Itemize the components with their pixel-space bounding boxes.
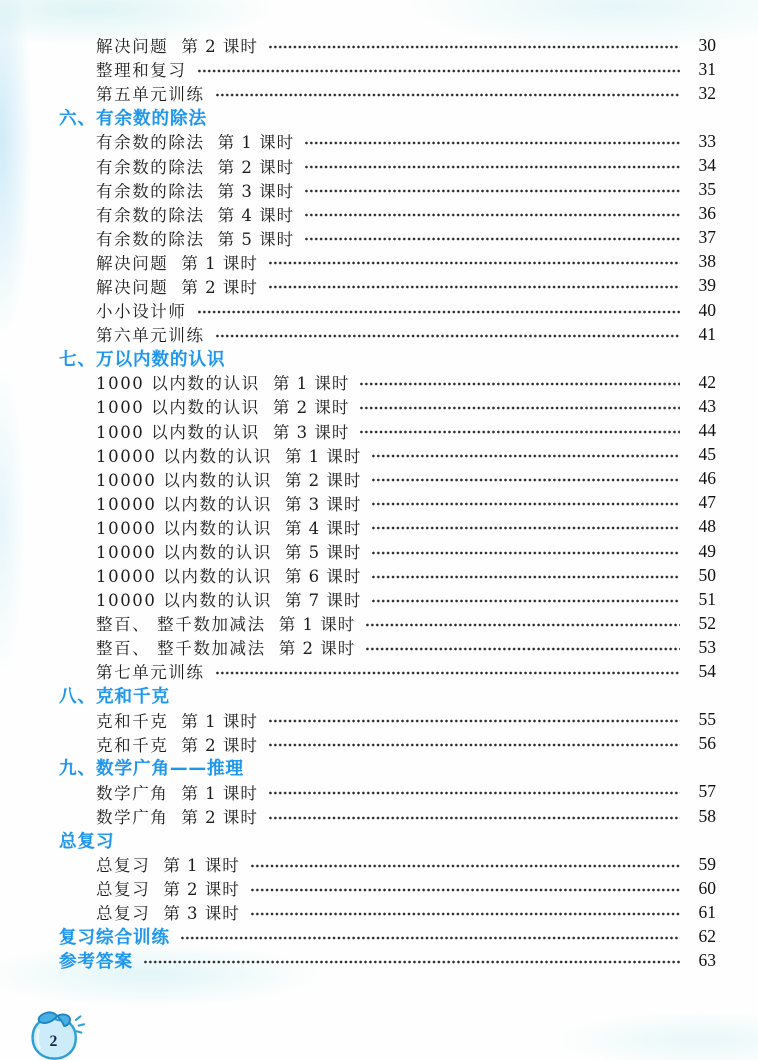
toc-row [0,515,758,539]
toc-session-label: 第 2 课时 [163,880,240,900]
toc-title: 小小设计师 [96,302,187,322]
toc-title: 解决问题 [96,253,169,273]
toc-session-label: 第 1 课时 [181,783,258,803]
dot-leader [268,718,680,724]
toc-session-label: 第 4 课时 [284,518,362,538]
toc-session-label: 第 2 课时 [278,639,356,659]
toc-session-label: 第 1 课时 [284,446,362,466]
toc-page-number: 51 [698,588,716,609]
toc-row [0,226,758,250]
dot-leader [250,911,680,917]
toc-session-label: 第 3 课时 [217,181,295,201]
toc-page-number: 52 [698,612,716,633]
toc-title: 10000 以内数的认识 [96,494,272,514]
dot-leader [197,68,681,74]
toc-session-label: 第 1 课时 [278,615,356,635]
table-of-contents [0,33,758,973]
toc-session-label: 第 1 课时 [163,856,240,876]
toc-title: 第五单元训练 [96,85,205,105]
toc-page-number: 43 [698,395,716,416]
toc-session-label: 第 1 课时 [181,253,258,273]
dot-leader [215,333,680,339]
toc-title: 10000 以内数的认识 [96,567,272,587]
toc-title: 有余数的除法 [96,133,205,153]
toc-row [0,250,758,274]
toc-session-label: 第 2 课时 [181,277,258,297]
toc-title: 解决问题 [96,277,169,297]
toc-page-number: 39 [698,275,716,296]
toc-row [0,467,758,491]
toc-row [0,587,758,611]
sparkle-icon [76,1016,84,1032]
toc-session-label: 第 2 课时 [272,398,350,418]
dot-leader [371,477,680,483]
dot-leader [371,525,680,531]
toc-session-label: 第 1 课时 [217,133,295,153]
dot-leader [268,44,680,50]
toc-row [0,57,758,81]
toc-page-number: 62 [698,926,716,947]
dot-leader [268,284,680,290]
toc-section-heading [0,828,758,852]
toc-row [0,563,758,587]
toc-session-label: 第 3 课时 [284,494,362,514]
page-number-label: 2 [49,1033,58,1051]
toc-row [0,322,758,346]
dot-leader [365,622,680,628]
toc-session-label: 第 2 课时 [181,37,258,57]
toc-row [0,780,758,804]
toc-session-label: 第 3 课时 [163,904,240,924]
toc-page-number: 45 [698,444,716,465]
toc-section-heading [0,105,758,129]
toc-row [0,876,758,900]
toc-page-number: 49 [698,540,716,561]
toc-title: 克和千克 [96,735,169,755]
dot-leader [143,959,680,965]
dot-leader [304,164,680,170]
toc-row [0,708,758,732]
toc-title: 10000 以内数的认识 [96,470,272,490]
toc-row [0,394,758,418]
toc-title: 总复习 [96,880,151,900]
toc-page-number: 34 [698,155,716,176]
toc-page-number: 53 [698,636,716,657]
toc-section-heading [0,756,758,780]
toc-session-label: 第 2 课时 [217,157,295,177]
dot-leader [359,381,680,387]
dot-leader [250,863,680,869]
toc-page-number: 63 [698,950,716,971]
toc-title: 1000 以内数的认识 [96,422,260,442]
dot-leader [371,550,680,556]
toc-session-label: 第 2 课时 [181,808,258,828]
toc-row [0,178,758,202]
toc-row [0,635,758,659]
toc-session-label: 第 5 课时 [217,229,295,249]
toc-row [0,491,758,515]
toc-row [0,900,758,924]
toc-page-number: 56 [698,733,716,754]
toc-row [0,924,758,948]
dot-leader [250,887,680,893]
toc-title: 八、克和千克 [59,687,170,708]
apple-page-badge-icon [26,1008,94,1060]
toc-page-number: 41 [698,323,716,344]
toc-row [0,298,758,322]
apple-page-badge [26,1008,94,1060]
toc-title: 有余数的除法 [96,205,205,225]
dot-leader [268,815,680,821]
dot-leader [365,646,680,652]
toc-page-number: 33 [698,130,716,151]
dot-leader [268,260,680,266]
toc-page-number: 61 [698,901,716,922]
toc-title: 有余数的除法 [96,229,205,249]
toc-row [0,370,758,394]
toc-session-label: 第 6 课时 [284,567,362,587]
toc-title: 数学广角 [96,783,169,803]
toc-row [0,611,758,635]
toc-row [0,33,758,57]
toc-title: 总复习 [96,904,151,924]
dot-leader [215,92,680,98]
toc-row [0,852,758,876]
toc-title: 九、数学广角——推理 [59,759,244,780]
toc-page-number: 35 [698,179,716,200]
toc-page-number: 57 [698,781,716,802]
toc-session-label: 第 7 课时 [284,591,362,611]
toc-title: 有余数的除法 [96,181,205,201]
toc-row [0,274,758,298]
dot-leader [268,790,680,796]
toc-session-label: 第 3 课时 [272,422,350,442]
toc-title: 整百、 整千数加减法 [96,615,266,635]
toc-row [0,419,758,443]
dot-leader [359,405,680,411]
toc-page-number: 46 [698,468,716,489]
toc-title: 复习综合训练 [59,928,170,949]
toc-session-label: 第 1 课时 [272,374,350,394]
dot-leader [304,188,680,194]
toc-title: 1000 以内数的认识 [96,398,260,418]
dot-leader [304,212,680,218]
toc-title: 10000 以内数的认识 [96,591,272,611]
toc-page-number: 50 [698,564,716,585]
dot-leader [371,453,680,459]
toc-session-label: 第 5 课时 [284,543,362,563]
toc-page-number: 55 [698,709,716,730]
toc-title: 10000 以内数的认识 [96,543,272,563]
toc-title: 整百、 整千数加减法 [96,639,266,659]
toc-page-number: 38 [698,251,716,272]
toc-row [0,732,758,756]
toc-title: 1000 以内数的认识 [96,374,260,394]
toc-page-number: 48 [698,516,716,537]
toc-row [0,804,758,828]
toc-title: 六、有余数的除法 [59,108,207,129]
dot-leader [215,670,680,676]
toc-page-number: 58 [698,805,716,826]
toc-row [0,202,758,226]
toc-page-number: 40 [698,299,716,320]
toc-title: 总复习 [96,856,151,876]
toc-page-number: 32 [698,82,716,103]
toc-title: 第六单元训练 [96,326,205,346]
dot-leader [371,598,680,604]
toc-session-label: 第 1 课时 [181,711,258,731]
toc-title: 10000 以内数的认识 [96,446,272,466]
toc-page-number: 31 [698,58,716,79]
toc-title: 数学广角 [96,808,169,828]
toc-section-heading [0,684,758,708]
toc-title: 10000 以内数的认识 [96,518,272,538]
toc-session-label: 第 4 课时 [217,205,295,225]
toc-row [0,129,758,153]
toc-row [0,539,758,563]
toc-session-label: 第 2 课时 [181,735,258,755]
dot-leader [197,309,681,315]
toc-page-number: 60 [698,877,716,898]
toc-title: 克和千克 [96,711,169,731]
toc-page-number: 37 [698,227,716,248]
dot-leader [371,574,680,580]
toc-page-number: 36 [698,203,716,224]
toc-title: 总复习 [59,831,115,852]
dot-leader [371,501,680,507]
toc-row [0,153,758,177]
toc-title: 参考答案 [59,952,133,973]
dot-leader [304,236,680,242]
toc-row [0,659,758,683]
dot-leader [304,140,680,146]
toc-title: 有余数的除法 [96,157,205,177]
dot-leader [180,935,680,941]
toc-title: 解决问题 [96,37,169,57]
toc-page-number: 59 [698,853,716,874]
toc-title: 第七单元训练 [96,663,205,683]
toc-page-number: 44 [698,420,716,441]
toc-session-label: 第 2 课时 [284,470,362,490]
toc-title: 七、万以内数的认识 [59,349,226,370]
toc-page-number: 30 [698,34,716,55]
toc-row [0,949,758,973]
toc-page-number: 42 [698,371,716,392]
dot-leader [359,429,680,435]
toc-page-number: 47 [698,492,716,513]
toc-title: 整理和复习 [96,61,187,81]
toc-row [0,443,758,467]
toc-page-number: 54 [698,660,716,681]
dot-leader [268,742,680,748]
toc-row [0,81,758,105]
toc-section-heading [0,346,758,370]
